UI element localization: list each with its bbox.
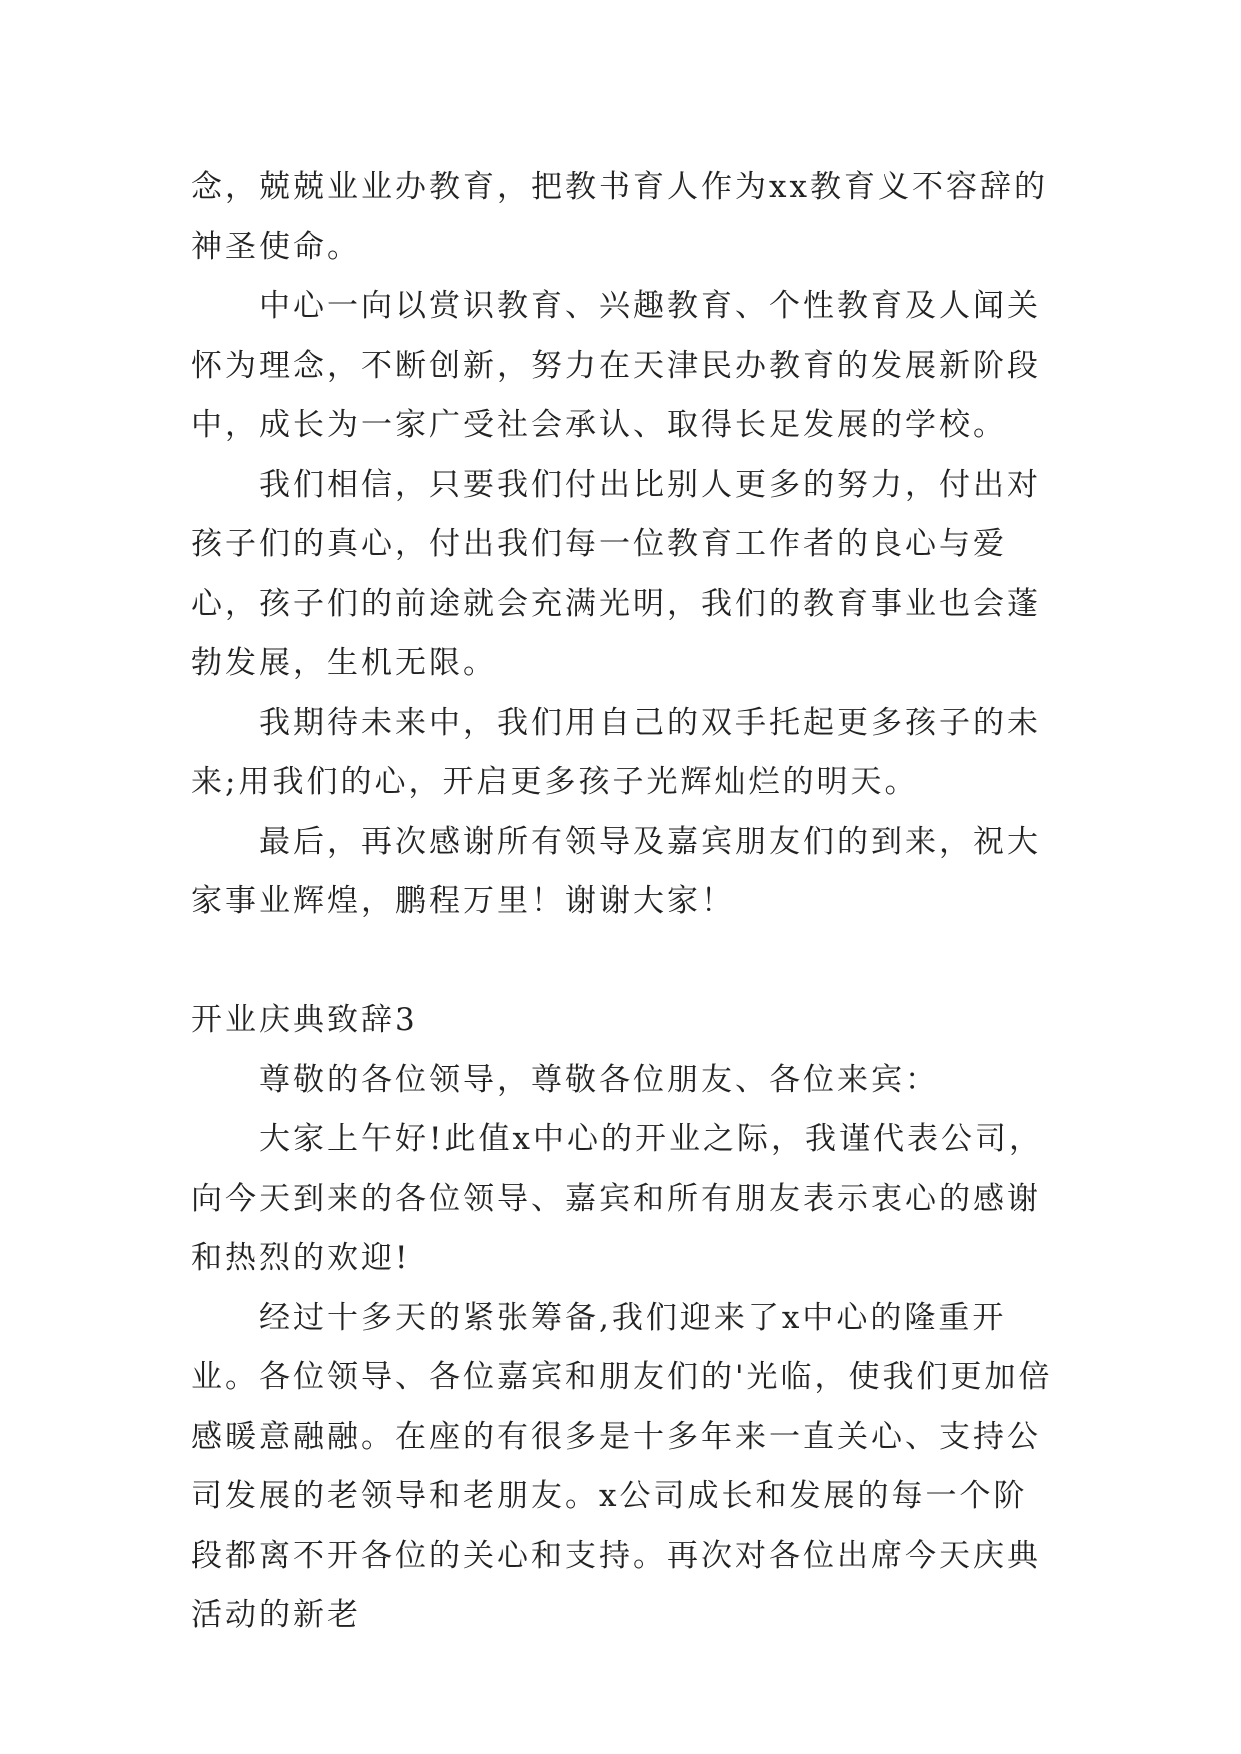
paragraph-salutation: 尊敬的各位领导，尊敬各位朋友、各位来宾： <box>259 1061 939 1098</box>
paragraph-continuation: 念，兢兢业业办教育，把教书育人作为xx教育义不容辞的神圣使命。 <box>191 169 1048 265</box>
paragraph-preparation: 经过十多天的紧张筹备,我们迎来了x中心的隆重开业。各位领导、各位嘉宾和朋友们的'光临，使我们更加倍感暖意融融。在座的有很多是十多年来一直关心、支持公司发展的老领导和老朋友。x公司成长和发展的每一个阶段都离不开各位的关心和支持。再次对各位出席今天庆典活动的新老 <box>191 1299 1053 1633</box>
document-body <box>191 158 1061 1646</box>
paragraph-philosophy: 中心一向以赏识教育、兴趣教育、个性教育及人闻关怀为理念，不断创新，努力在天津民办教育的发展新阶段中，成长为一家广受社会承认、取得长足发展的学校。 <box>191 288 1041 443</box>
section-title: 开业庆典致辞3 <box>191 1002 418 1038</box>
paragraph-future: 我期待未来中，我们用自己的双手托起更多孩子的未来;用我们的心，开启更多孩子光辉灿烂的明天。 <box>191 704 1041 800</box>
paragraph-closing: 最后，再次感谢所有领导及嘉宾朋友们的到来，祝大家事业辉煌，鹏程万里！谢谢大家！ <box>191 823 1041 919</box>
paragraph-greeting: 大家上午好!此值x中心的开业之际，我谨代表公司，向今天到来的各位领导、嘉宾和所有朋友表示衷心的感谢和热烈的欢迎! <box>191 1121 1043 1276</box>
paragraph-belief: 我们相信，只要我们付出比别人更多的努力，付出对孩子们的真心，付出我们每一位教育工作者的良心与爱心，孩子们的前途就会充满光明，我们的教育事业也会蓬勃发展，生机无限。 <box>191 466 1041 681</box>
